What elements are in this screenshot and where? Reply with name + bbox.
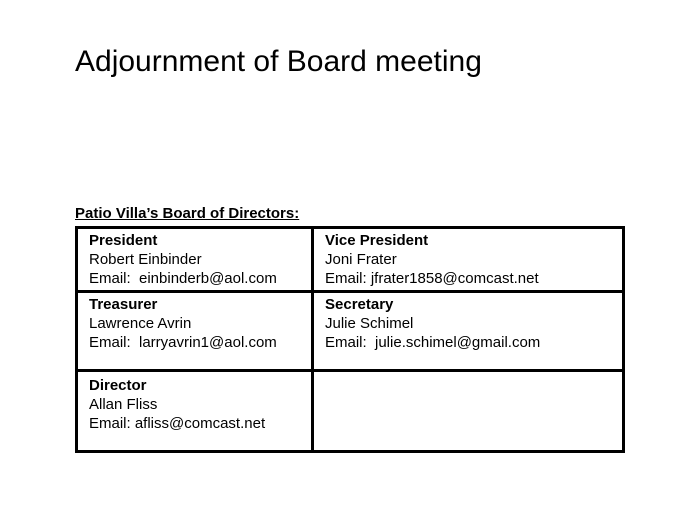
table-row <box>77 228 624 292</box>
member-name: Allan Fliss <box>89 396 158 413</box>
member-role: Secretary <box>325 296 394 313</box>
page-title: Adjournment of Board meeting <box>75 45 482 78</box>
member-cell-director <box>77 371 313 452</box>
member-name: Robert Einbinder <box>89 251 202 268</box>
member-role: President <box>89 232 158 249</box>
member-email: Email: julie.schimel@gmail.com <box>325 334 541 351</box>
board-heading: Patio Villa’s Board of Directors: <box>75 205 300 222</box>
member-cell-vice-president <box>313 228 624 292</box>
member-name: Julie Schimel <box>325 315 414 332</box>
member-role: Director <box>89 377 147 394</box>
member-cell-secretary <box>313 292 624 371</box>
member-role: Vice President <box>325 232 429 249</box>
member-name: Lawrence Avrin <box>89 315 192 332</box>
table-row <box>77 292 624 371</box>
member-email: Email: einbinderb@aol.com <box>89 270 277 287</box>
member-cell-president <box>77 228 313 292</box>
table-row <box>77 371 624 452</box>
member-email: Email: jfrater1858@comcast.net <box>325 270 539 287</box>
member-email: Email: larryavrin1@aol.com <box>89 334 277 351</box>
member-role: Treasurer <box>89 296 158 313</box>
member-name: Joni Frater <box>325 251 397 268</box>
board-table <box>75 226 625 453</box>
member-email: Email: afliss@comcast.net <box>89 415 266 432</box>
empty-cell <box>313 371 624 452</box>
member-cell-treasurer <box>77 292 313 371</box>
